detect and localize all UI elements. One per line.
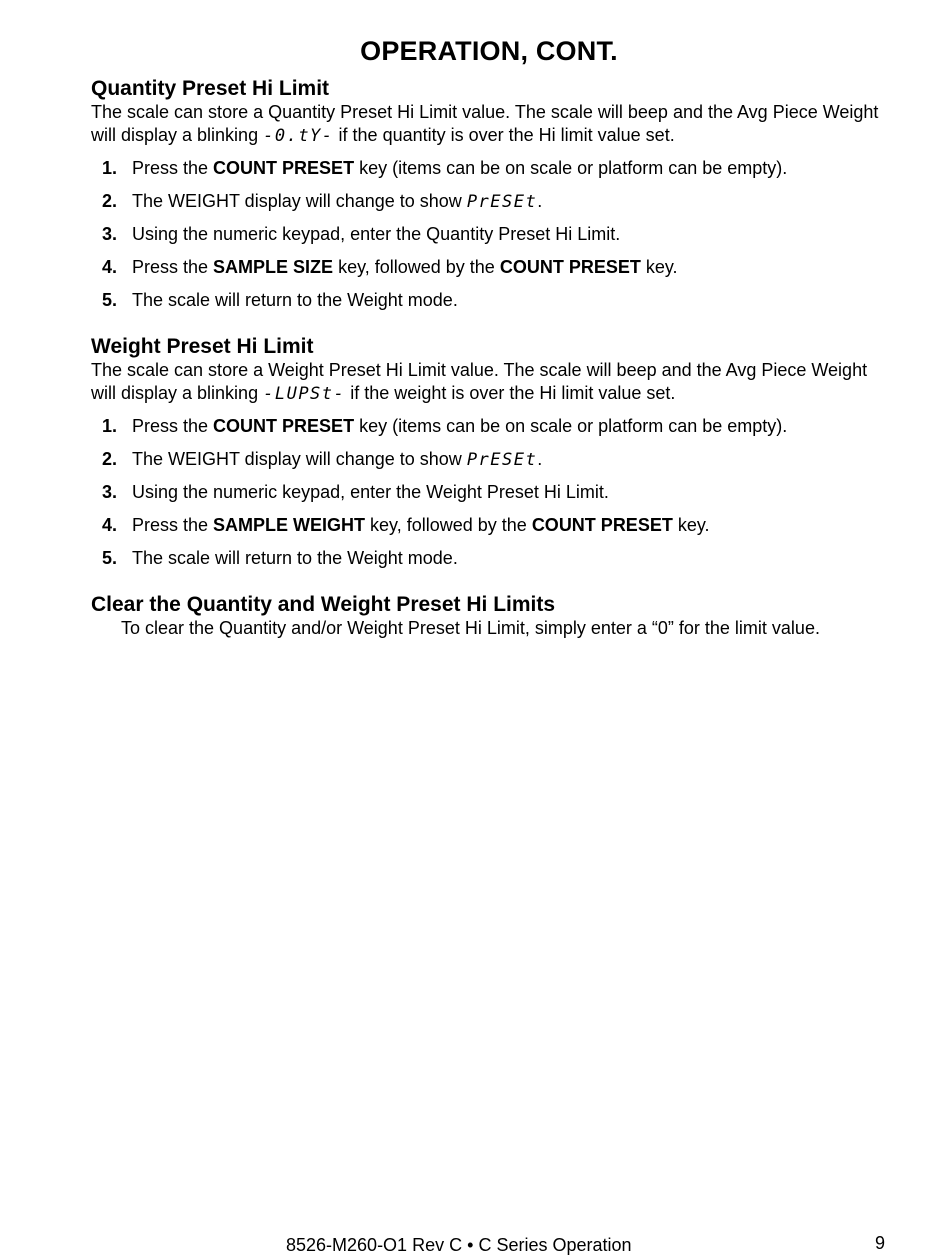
display-code-wt: -LUPSt- [263, 384, 346, 404]
step-text: Press the SAMPLE SIZE key, followed by the COUNT PRESET key. [132, 257, 678, 277]
step-number: 1. [102, 416, 118, 436]
list-item [91, 448, 891, 481]
step-text: The WEIGHT display will change to show PrESEt. [132, 449, 543, 470]
step-text: The scale will return to the Weight mode. [132, 548, 458, 568]
weight-preset-heading: Weight Preset Hi Limit [91, 335, 314, 358]
weight-steps-list [91, 415, 891, 580]
step-number: 4. [102, 515, 118, 535]
list-item [91, 547, 891, 580]
intro-text-end: if the quantity is over the Hi limit value set. [338, 125, 675, 145]
list-item [91, 481, 891, 514]
quantity-preset-section [91, 77, 891, 322]
step-number: 3. [102, 224, 118, 244]
intro-text: The scale can store a Weight Preset Hi Limit value. The scale will beep and the Avg Piece Weight will display a blinking [91, 360, 868, 403]
intro-text-end: if the weight is over the Hi limit value set. [350, 383, 676, 403]
quantity-steps-list [91, 157, 891, 322]
clear-text: To clear the Quantity and/or Weight Preset Hi Limit, simply enter a “0” for the limit value. [121, 618, 820, 638]
display-code-preset: PrESEt [466, 192, 538, 212]
step-number: 4. [102, 257, 118, 277]
clear-section [91, 593, 891, 639]
list-item [91, 190, 891, 223]
footer-section: C Series Operation [478, 1235, 632, 1255]
bullet-icon: • [467, 1235, 474, 1255]
step-text: Using the numeric keypad, enter the Weight Preset Hi Limit. [132, 482, 609, 502]
list-item [91, 289, 891, 322]
step-text: The WEIGHT display will change to show PrESEt. [132, 191, 543, 212]
step-number: 3. [102, 482, 118, 502]
quantity-preset-intro [91, 101, 891, 148]
quantity-preset-heading: Quantity Preset Hi Limit [91, 77, 330, 100]
weight-preset-intro [91, 359, 891, 406]
step-text: The scale will return to the Weight mode. [132, 290, 458, 310]
step-number: 5. [102, 290, 118, 310]
step-text: Press the SAMPLE WEIGHT key, followed by the COUNT PRESET key. [132, 515, 710, 535]
step-number: 2. [102, 449, 118, 469]
step-number: 1. [102, 158, 118, 178]
display-code-preset: PrESEt [466, 450, 538, 470]
step-number: 5. [102, 548, 118, 568]
list-item [91, 514, 891, 547]
list-item [91, 157, 891, 190]
list-item [91, 256, 891, 289]
footer-doc-info [286, 1235, 632, 1256]
list-item [91, 415, 891, 448]
step-text: Using the numeric keypad, enter the Quantity Preset Hi Limit. [132, 224, 621, 244]
list-item [91, 223, 891, 256]
clear-heading: Clear the Quantity and Weight Preset Hi Limits [91, 593, 556, 616]
display-code-qty: -0.tY- [263, 126, 334, 146]
intro-text: The scale can store a Quantity Preset Hi Limit value. The scale will beep and the Avg Piece Weight will display a blinking [91, 102, 879, 145]
page-title: OPERATION, CONT. [360, 36, 618, 66]
page-number: 9 [875, 1233, 886, 1253]
step-text: Press the COUNT PRESET key (items can be on scale or platform can be empty). [132, 416, 788, 436]
step-text: Press the COUNT PRESET key (items can be on scale or platform can be empty). [132, 158, 788, 178]
step-number: 2. [102, 191, 118, 211]
weight-preset-section [91, 335, 891, 580]
footer-doc-id: 8526-M260-O1 Rev C [286, 1235, 463, 1255]
